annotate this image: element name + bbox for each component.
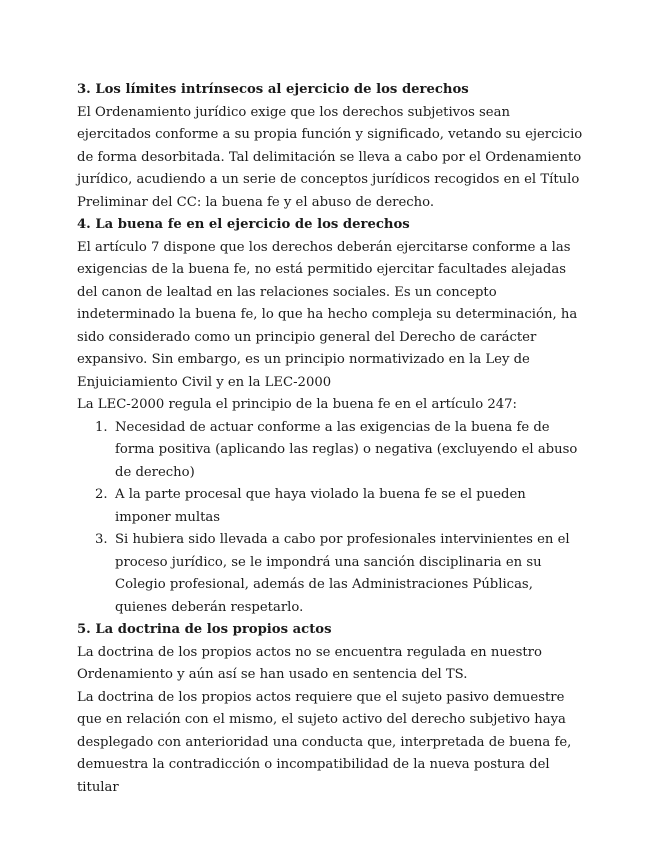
section-4-paragraph-1: El artículo 7 dispone que los derechos deberán ejercitarse conforme a las exigencias de la buena fe, no está permitido ejercitar facultades alejadas del canon de lealtad en las relaciones sociales. Es un concepto indeterminado la buena fe, lo que ha hecho compleja su determinación, ha sido considerado como un principio general del Derecho de carácter expansivo. Sin embargo, es un principio normativizado en la Ley de Enjuiciamiento Civil y en la LEC-2000 xyxy=(77,239,578,390)
section-5-paragraph-2: La doctrina de los propios actos requiere que el sujeto pasivo demuestre que en relación con el mismo, el sujeto activo del derecho subjetivo haya desplegado con anterioridad una conducta que, interpretada de buena fe, demuestra la contradicción o incompatibilidad de la nueva postura del titular xyxy=(77,689,572,795)
lec-article-247-list xyxy=(77,417,585,620)
section-5-paragraph-1: La doctrina de los propios actos no se encuentra regulada en nuestro Ordenamiento y aún así se han usado en sentencia del TS. xyxy=(77,644,542,682)
list-item-text: Necesidad de actuar conforme a las exigencias de la buena fe de forma positiva (aplicando las reglas) o negativa (excluyendo el abuso de derecho) xyxy=(115,419,578,480)
section-3-heading: 3. Los límites intrínsecos al ejercicio de los derechos xyxy=(77,82,469,97)
list-item-number: 3. xyxy=(95,532,108,547)
section-3-paragraph-1: El Ordenamiento jurídico exige que los derechos subjetivos sean ejercitados conforme a su propia función y significado, vetando su ejercicio de forma desorbitada. Tal delimitación se lleva a cabo por el Ordenamiento jurídico, acudiendo a un serie de conceptos jurídicos recogidos en el Título Preliminar del CC: la buena fe y el abuso de derecho. xyxy=(77,104,583,210)
list-item-number: 1. xyxy=(95,419,108,435)
section-4-heading: 4. La buena fe en el ejercicio de los derechos xyxy=(77,217,410,232)
section-4-paragraph-2: La LEC-2000 regula el principio de la buena fe en el artículo 247: xyxy=(77,397,517,412)
list-item xyxy=(77,417,585,485)
section-5-heading: 5. La doctrina de los propios actos xyxy=(77,622,332,637)
list-item-number: 2. xyxy=(95,487,108,502)
list-item xyxy=(77,529,585,619)
list-item xyxy=(77,484,585,529)
list-item-text: A la parte procesal que haya violado la buena fe se el pueden imponer multas xyxy=(115,487,526,525)
list-item-text: Si hubiera sido llevada a cabo por profesionales intervinientes en el proceso jurídico, se le impondrá una sanción disciplinaria en su Colegio profesional, además de las Administraciones Públicas, quienes deberán respetarlo. xyxy=(115,532,570,615)
document-page xyxy=(77,79,585,799)
